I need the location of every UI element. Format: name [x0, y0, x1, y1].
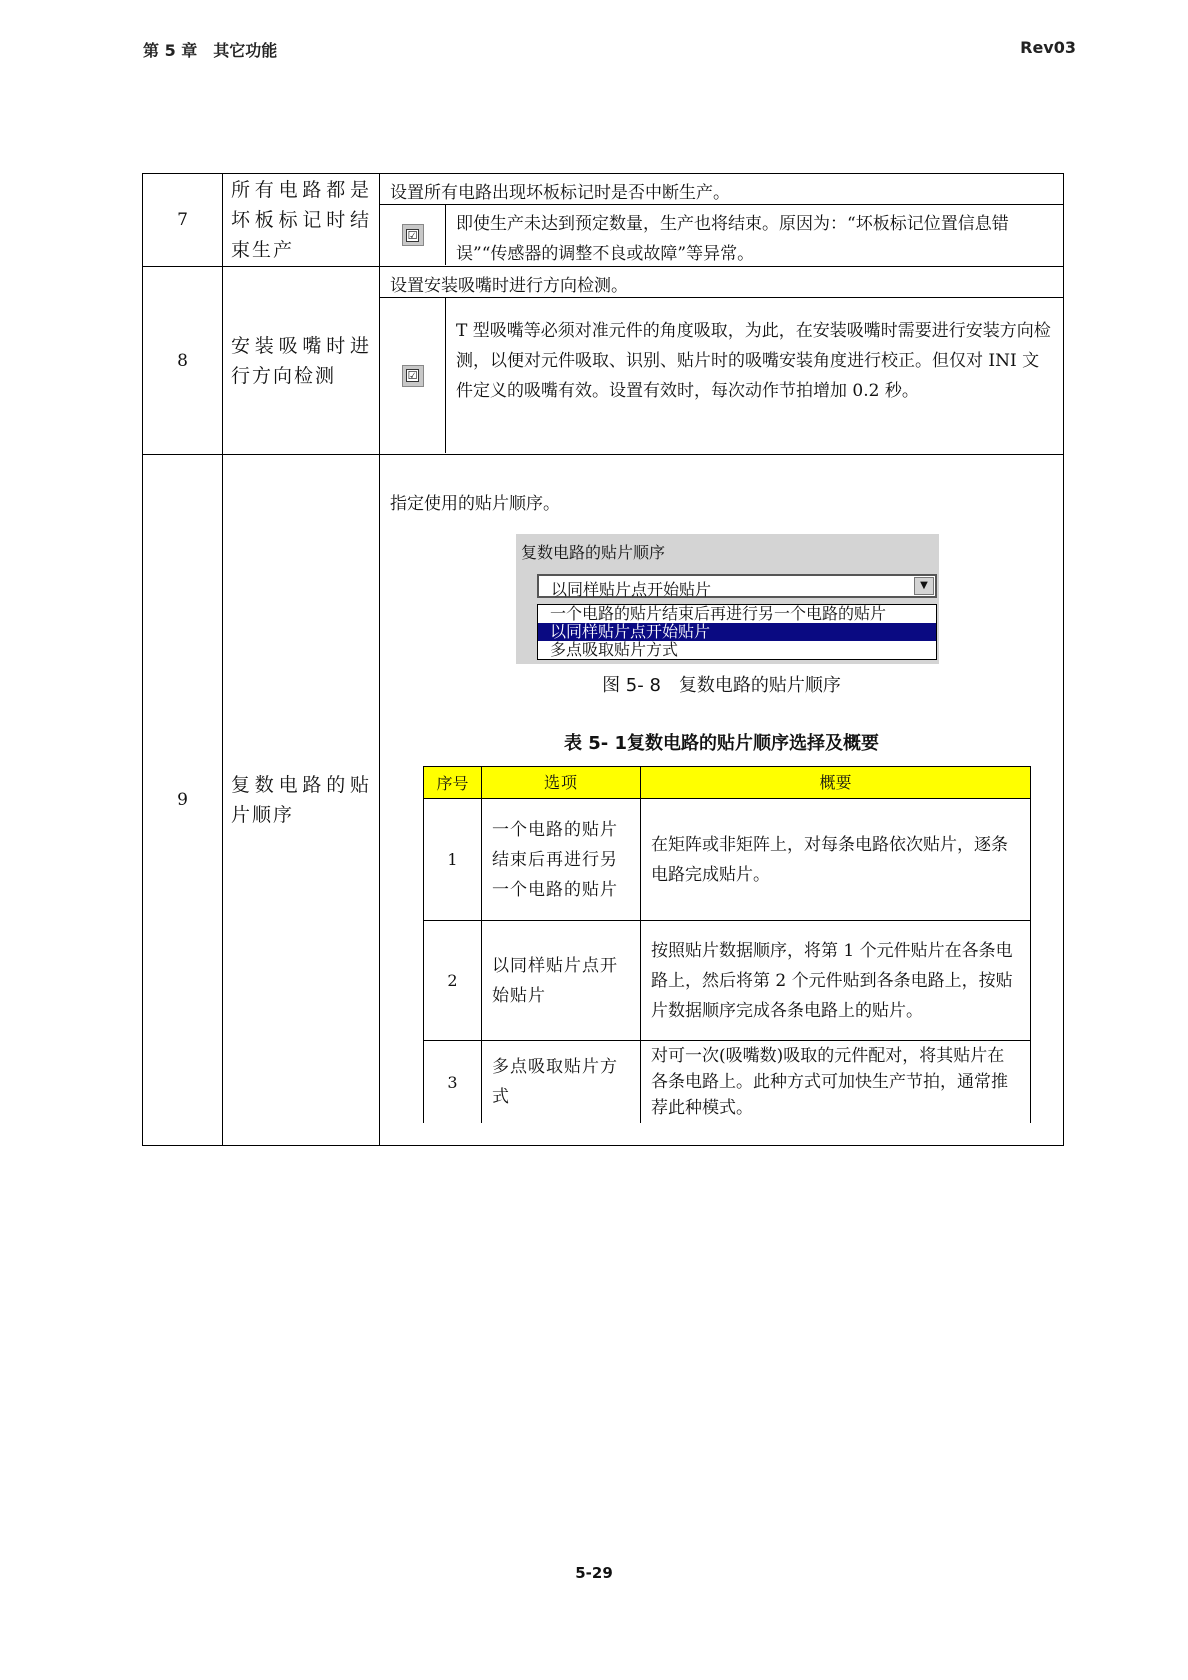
table-row-9: [143, 455, 1063, 1145]
setting-description: [380, 267, 1063, 454]
setting-name: 所有电路都是坏板标记时结束生产: [223, 174, 380, 266]
mount-order-table: [423, 766, 1031, 1123]
table-row: [423, 921, 1031, 1041]
settings-table: [142, 173, 1064, 1146]
dialog-title: 复数电路的贴片顺序: [521, 543, 666, 562]
row-number: 8: [143, 267, 223, 454]
cell-option: 以同样贴片点开始贴片: [482, 921, 641, 1040]
setting-detail: T 型吸嘴等必须对准元件的角度吸取，为此，在安装吸嘴时需要进行安装方向检测，以便对元件吸取、识别、贴片时的吸嘴安装角度进行校正。但仅对 INI 文件定义的吸嘴有效。设置有效时，每次动作节拍增加 0.2 秒。: [456, 321, 1051, 401]
row-number: 9: [143, 455, 223, 1145]
chevron-down-icon[interactable]: ▼: [914, 577, 934, 595]
cell-option: 一个电路的贴片结束后再进行另一个电路的贴片: [482, 799, 641, 920]
checkbox-icon[interactable]: [402, 365, 424, 387]
setting-name: 安装吸嘴时进行方向检测: [223, 267, 380, 454]
checkmark: ☑: [407, 369, 418, 382]
setting-description: [380, 174, 1063, 266]
header-summary: 概要: [641, 767, 1031, 798]
row-number: 7: [143, 174, 223, 266]
table-row: [423, 1041, 1031, 1123]
checkmark: ☑: [407, 228, 418, 242]
table-caption: 表 5- 1复数电路的贴片顺序选择及概要: [563, 733, 880, 754]
setting-summary: 设置所有电路出现坏板标记时是否中断生产。: [380, 174, 1063, 205]
header-no: 序号: [423, 767, 482, 798]
checkbox-icon[interactable]: [402, 224, 424, 246]
mount-order-select[interactable]: [537, 574, 937, 598]
dropdown-option-selected[interactable]: 以同样贴片点开始贴片: [538, 623, 936, 641]
cell-summary: 在矩阵或非矩阵上，对每条电路依次贴片，逐条电路完成贴片。: [641, 799, 1031, 920]
chapter-header: 第 5 章 其它功能: [143, 41, 278, 60]
dropdown-option[interactable]: 多点吸取贴片方式: [550, 641, 679, 659]
setting-summary: 指定使用的贴片顺序。: [390, 494, 560, 514]
table-row: [423, 799, 1031, 921]
cell-summary: 对可一次(吸嘴数)吸取的元件配对，将其贴片在各条电路上。此种方式可加快生产节拍，通常推荐此种模式。: [641, 1041, 1031, 1123]
setting-name: 复数电路的贴片顺序: [223, 455, 380, 1145]
dropdown-list: [537, 604, 937, 660]
table-row-8: [143, 267, 1063, 455]
cell-option: 多点吸取贴片方式: [482, 1041, 641, 1123]
cell-summary: 按照贴片数据顺序，将第 1 个元件贴片在各条电路上，然后将第 2 个元件贴到各条电路上，按贴片数据顺序完成各条电路上的贴片。: [641, 921, 1031, 1040]
mount-order-dialog: [516, 534, 939, 664]
revision-label: Rev03: [1020, 38, 1076, 57]
cell-no: 3: [423, 1041, 482, 1123]
setting-description: [380, 455, 1063, 1145]
checkbox-cell: [380, 205, 446, 265]
select-value: 以同样贴片点开始贴片: [551, 580, 712, 599]
table-header-row: [423, 766, 1031, 799]
setting-detail: 即使生产未达到预定数量，生产也将结束。原因为：“坏板标记位置信息错误”“传感器的调整不良或故障”等异常。: [456, 214, 1009, 264]
page-number: 5-29: [575, 1564, 613, 1582]
cell-no: 1: [423, 799, 482, 920]
checkbox-cell: [380, 298, 446, 453]
cell-no: 2: [423, 921, 482, 1040]
header-option: 选项: [482, 767, 641, 798]
figure-caption: 图 5- 8 复数电路的贴片顺序: [602, 675, 841, 696]
setting-summary: 设置安装吸嘴时进行方向检测。: [380, 267, 1063, 298]
table-row-7: [143, 174, 1063, 267]
dropdown-option[interactable]: 一个电路的贴片结束后再进行另一个电路的贴片: [550, 605, 887, 623]
